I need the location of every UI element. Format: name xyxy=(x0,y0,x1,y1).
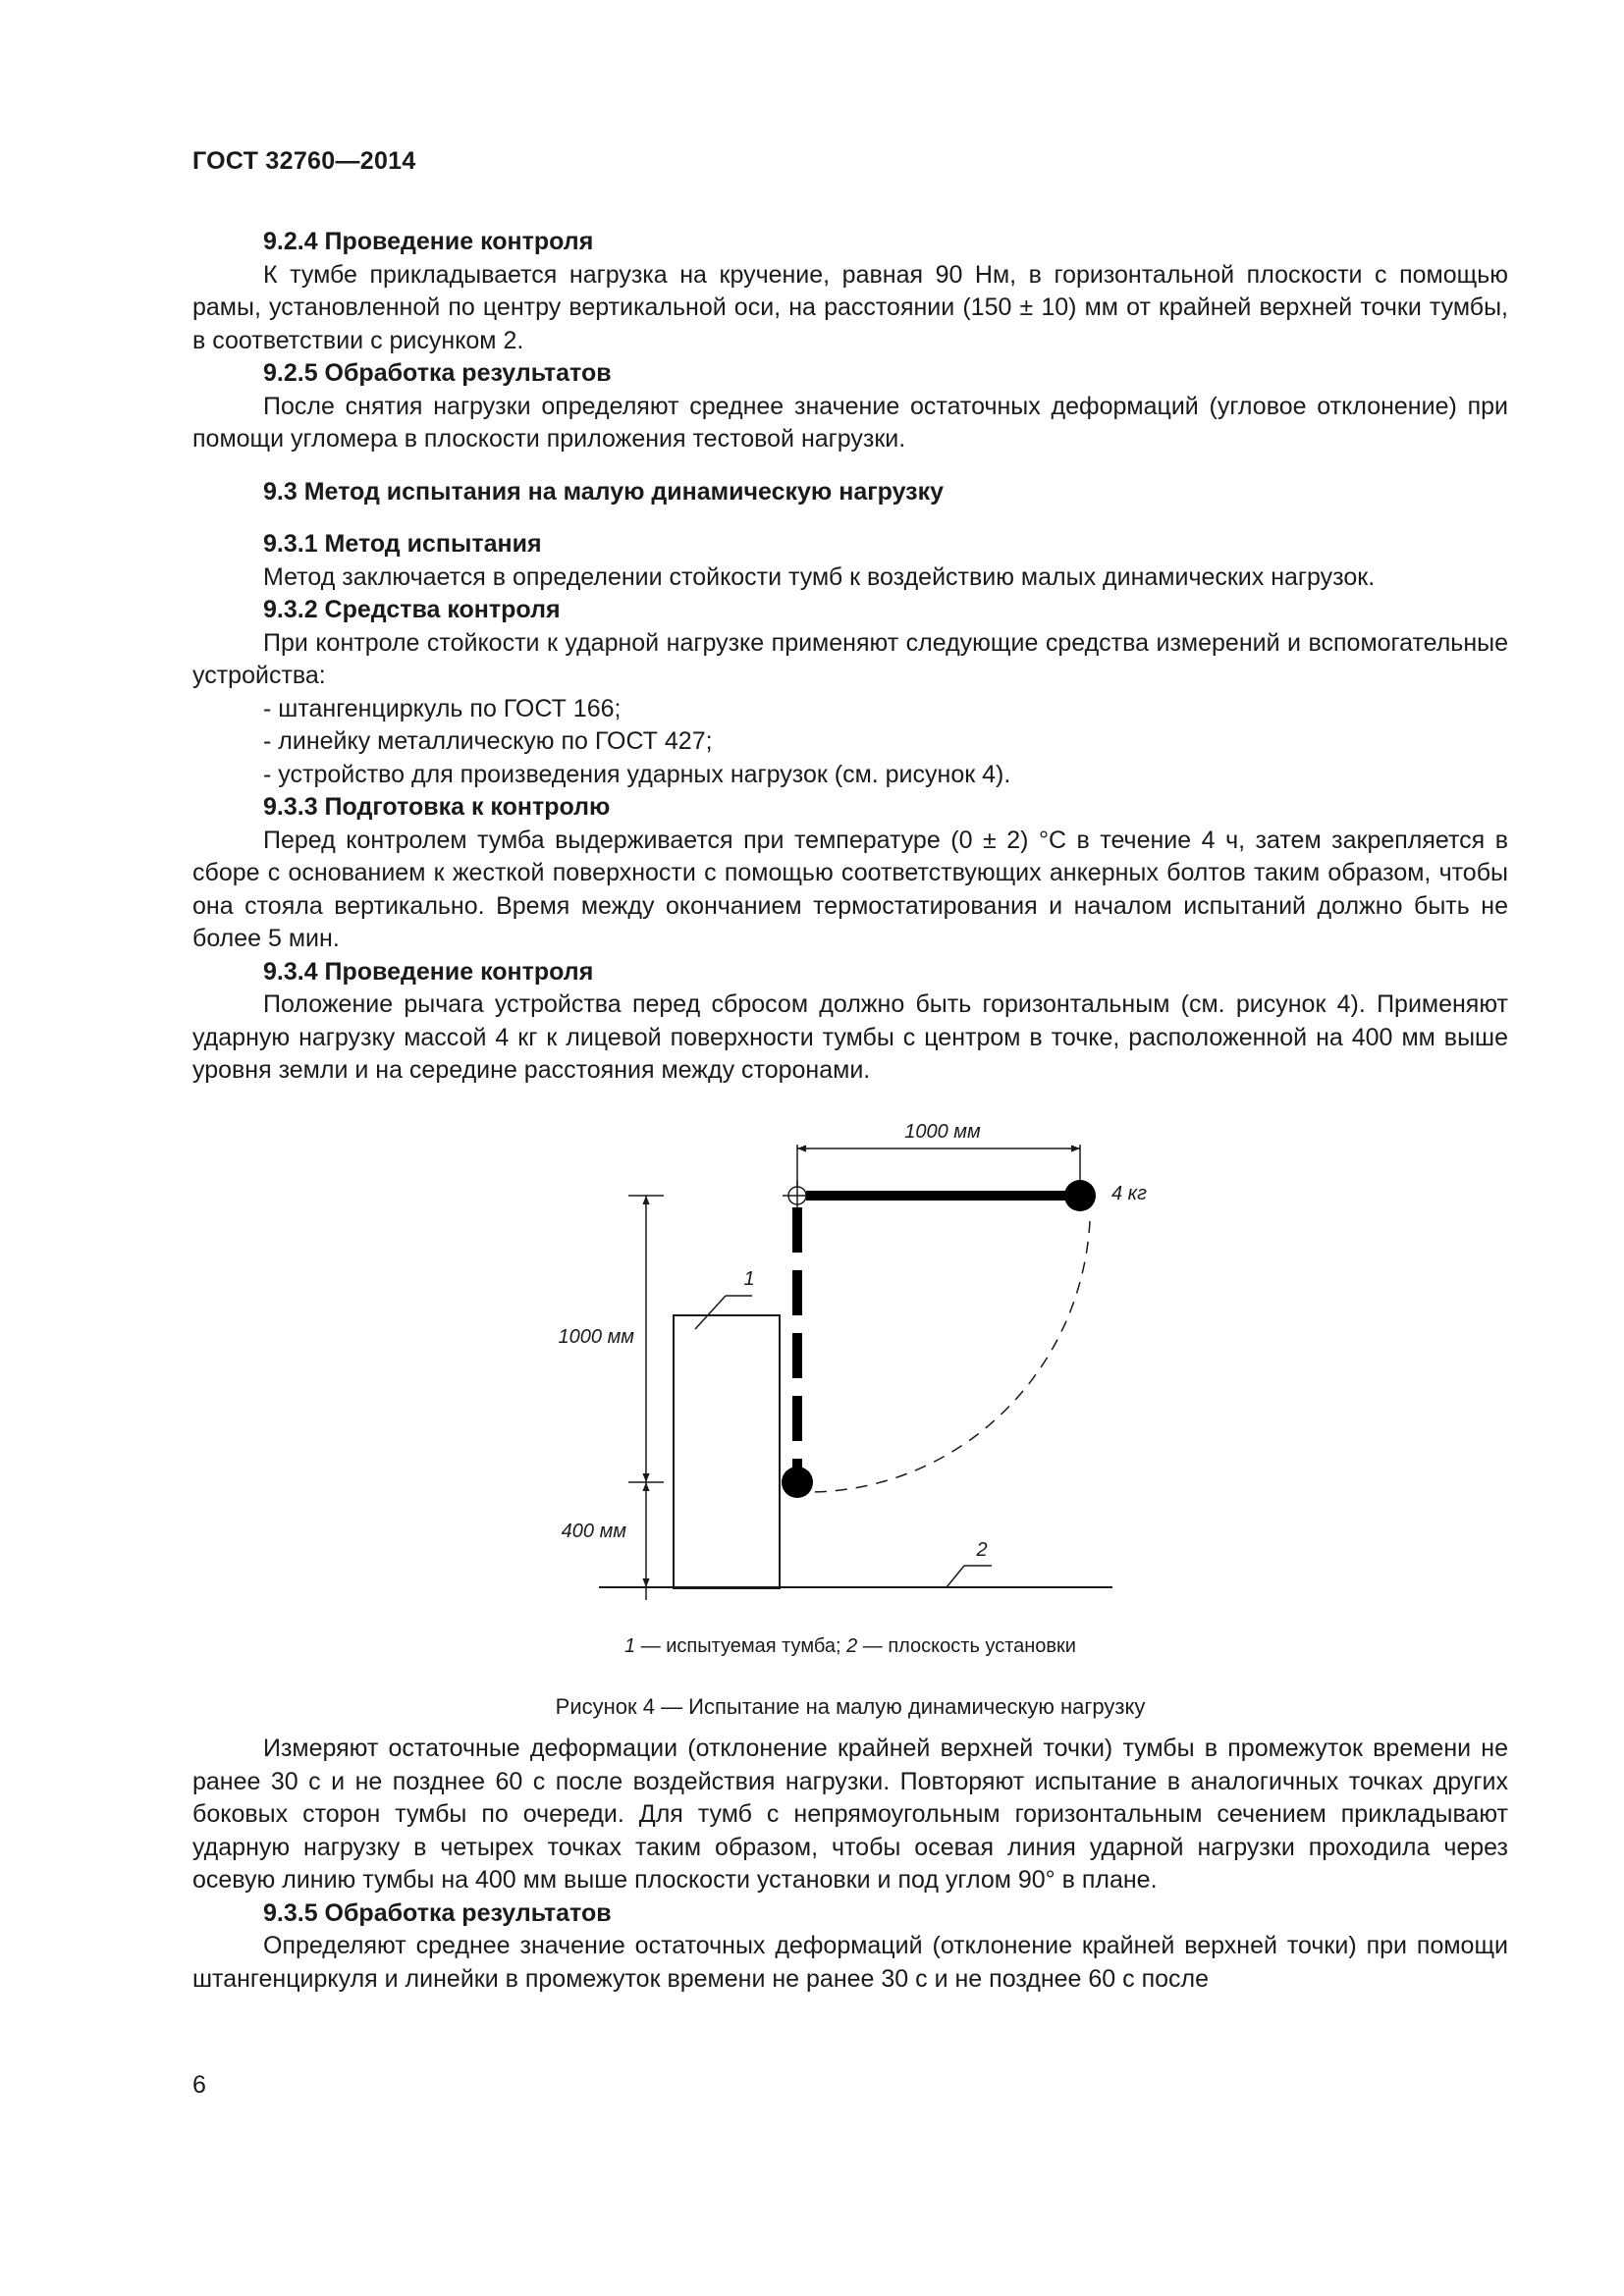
callout-1-label: 1 xyxy=(743,1268,755,1290)
mass-weight-bottom xyxy=(782,1467,813,1498)
section-9-3-5-heading: 9.3.5 Обработка результатов xyxy=(263,1898,612,1927)
section-9-3-1-heading: 9.3.1 Метод испытания xyxy=(263,530,542,558)
callout-2-label: 2 xyxy=(976,1539,988,1561)
section-9-3-5-text: Определяют среднее значение остаточных деформаций (отклонение крайней верхней точки) при помощи штангенциркуля и линейки в промежуток времени не ранее 30 с и не позднее 60 с после xyxy=(192,1932,1508,1993)
section-9-3-4-text: Положение рычага устройства перед сбросом должно быть горизонтальным (см. рисунок 4). Применяют ударную нагрузку массой 4 кг к лицевой поверхности тумбы с центром в точке, расположенной на 400 мм выше уровня земли и на середине расстояния между сторонами. xyxy=(192,990,1508,1084)
mass-weight-top xyxy=(1064,1180,1096,1211)
section-9-2-5-heading: 9.2.5 Обработка результатов xyxy=(263,359,612,387)
section-9-3-3-heading: 9.3.3 Подготовка к контролю xyxy=(263,793,611,821)
callout-2-leader xyxy=(947,1566,964,1587)
legend-text-1: — испытуемая тумба; xyxy=(635,1635,847,1657)
legend-num-2: 2 xyxy=(846,1635,858,1657)
content-block-top xyxy=(192,226,1508,1088)
list-item: - штангенциркуль по ГОСТ 166; xyxy=(263,694,622,722)
dim-vertical-lower-label: 400 мм xyxy=(561,1521,626,1542)
document-header: ГОСТ 32760—2014 xyxy=(192,147,416,175)
list-item: - линейку металлическую по ГОСТ 427; xyxy=(263,727,713,755)
list-item: - устройство для произведения ударных нагрузок (см. рисунок 4). xyxy=(263,760,1011,788)
figure-4 xyxy=(192,1099,1508,1728)
figure-caption: Рисунок 4 — Испытание на малую динамическую нагрузку xyxy=(555,1694,1146,1719)
section-9-3-3-text: Перед контролем тумба выдерживается при температуре (0 ± 2) °С в течение 4 ч, затем закрепляется в сборе с основанием к жесткой поверхности с помощью соответствующих анкерных болтов таким образом, чтобы она стояла вертикально. Время между окончанием термостатирования и началом испытаний должно быть не более 5 мин. xyxy=(192,826,1508,952)
section-9-3-4-heading: 9.3.4 Проведение контроля xyxy=(263,957,594,986)
dim-vertical-upper-label: 1000 мм xyxy=(558,1326,634,1348)
impact-test-diagram xyxy=(192,1099,1508,1629)
section-9-3-1-text: Метод заключается в определении стойкости тумб к воздействию малых динамических нагрузок. xyxy=(263,562,1376,591)
section-9-3-2-heading: 9.3.2 Средства контроля xyxy=(263,596,561,623)
legend-text-2: — плоскость установки xyxy=(857,1635,1076,1657)
page-number: 6 xyxy=(192,2071,206,2099)
section-9-2-5-text: После снятия нагрузки определяют среднее значение остаточных деформаций (угловое отклонение) при помощи угломера в плоскости приложения тестовой нагрузки. xyxy=(192,392,1508,453)
content-block-bottom xyxy=(192,1733,1508,1996)
section-9-3-heading: 9.3 Метод испытания на малую динамическую нагрузку xyxy=(263,477,944,506)
legend-num-1: 1 xyxy=(624,1635,636,1657)
swing-arc xyxy=(809,1221,1090,1492)
section-9-3-4-after-figure: Измеряют остаточные деформации (отклонение крайней верхней точки) тумбы в промежуток времени не ранее 30 с и не позднее 60 с после воздействия нагрузки. Повторяют испытание в аналогичных точках других боковых сторон тумбы по очереди. Для тумб с непрямоугольным горизонтальным сечением прикладывают ударную нагрузку в четырех точках таким образом, чтобы осевая линия ударной нагрузки проходила через осевую линию тумбы на 400 мм выше плоскости установки и под углом 90° в плане. xyxy=(192,1735,1508,1894)
section-9-2-4-text: К тумбе прикладывается нагрузка на кручение, равная 90 Нм, в горизонтальной плоскости с помощью рамы, установленной по центру вертикальной оси, на расстоянии (150 ± 10) мм от крайней верхней точки тумбы, в соответствии с рисунком 2. xyxy=(192,260,1508,354)
mass-label: 4 кг xyxy=(1111,1183,1147,1204)
figure-legend xyxy=(192,1635,1508,1658)
test-bollard xyxy=(674,1315,780,1588)
section-9-3-2-text: При контроле стойкости к ударной нагрузке применяют следующие средства измерений и вспомогательные устройства: xyxy=(192,628,1508,689)
dim-horizontal-label: 1000 мм xyxy=(904,1121,981,1143)
section-9-2-4-heading: 9.2.4 Проведение контроля xyxy=(263,228,594,255)
